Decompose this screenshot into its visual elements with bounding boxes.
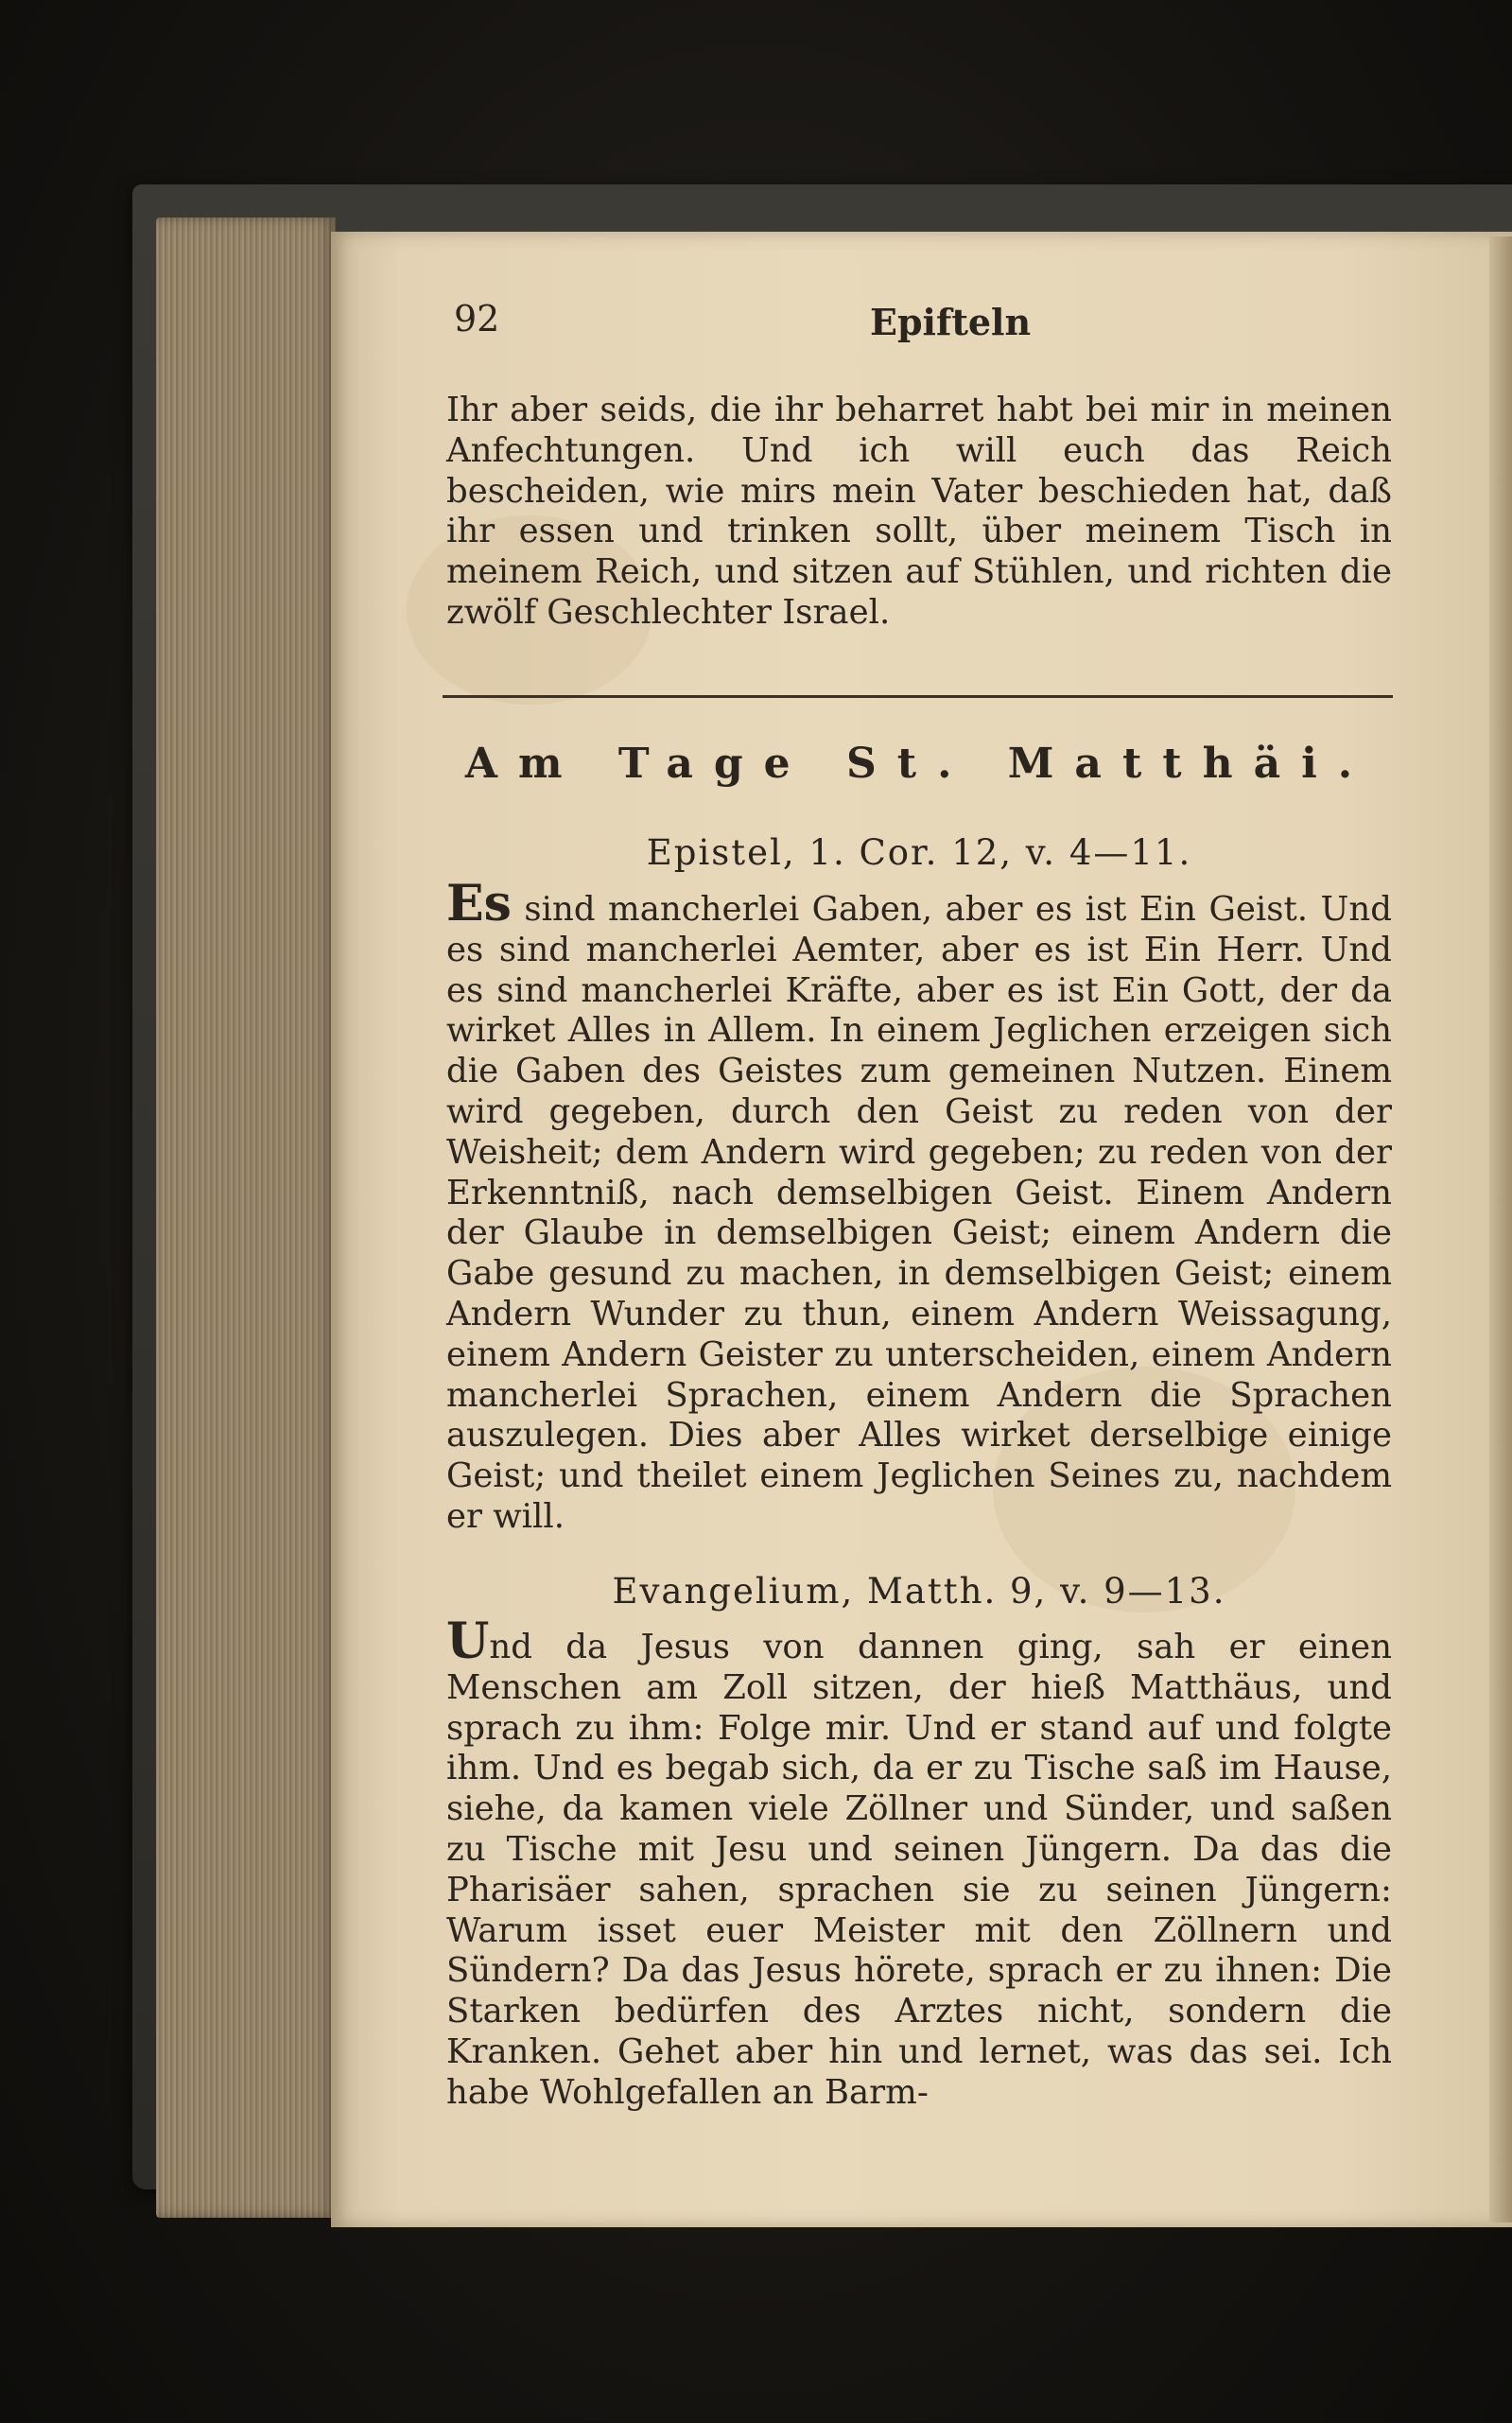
day-heading: Am Tage St. Matthäi. — [464, 740, 1374, 788]
gospel-dropcap: U — [446, 1612, 490, 1670]
gospel-heading: Evangelium, Matth. 9, v. 9—13. — [612, 1571, 1226, 1612]
intro-paragraph: Ihr aber seids, die ihr beharret habt bei mir in meinen Anfechtungen. Und ich will euch das Reich bescheiden, wie mirs mein Vater beschieden hat, daß ihr essen und trinken sollt, über meinem Tisch in meinem Reich, und sitzen auf Stühlen, und richten die zwölf Geschlechter Israel. — [446, 391, 1392, 632]
section-divider — [443, 695, 1393, 698]
running-title: Epifteln — [870, 301, 1032, 343]
gospel-text: nd da Jesus von dannen ging, sah er einen Menschen am Zoll sitzen, der hieß Matthäus, und sprach zu ihm: Folge mir. Und er stand auf und folgte ihm. Und es begab sich, da er zu Tische saß im Hause, siehe, da kamen viele Zöllner und Sünder, und saßen zu Tische mit Jesu und seinen Jüngern. Da das die Pharisäer sahen, sprachen sie zu seinen Jüngern: Warum isset euer Meister mit den Zöllnern und Sündern? Da das Jesus hörete, sprach er zu ihnen: Die Starken bedürfen des Arztes nicht, sondern die Kranken. Gehet aber hin und lernet, was das sei. Ich habe Wohlgefallen an Barm- — [446, 1628, 1392, 2112]
epistle-dropcap: Es — [446, 875, 512, 933]
page-number: 92 — [454, 298, 500, 340]
epistle-heading: Epistel, 1. Cor. 12, v. 4—11. — [646, 832, 1192, 873]
page-edges — [156, 218, 336, 2218]
page-right-edge — [1489, 236, 1512, 2223]
gospel-paragraph — [446, 1612, 1392, 2114]
epistle-text: sind mancherlei Gaben, aber es ist Ein Geist. Und es sind mancherlei Aemter, aber es ist Ein Herr. Und es sind mancherlei Kräfte, aber es ist Ein Gott, der da wirket Alles in Allem. In einem Jeglichen erzeigen sich die Gaben des Geistes zum gemeinen Nutzen. Einem wird gegeben, durch den Geist zu reden von der Weisheit; dem Andern wird gegeben; zu reden von der Erkenntniß, nach demselbigen Geist. Einem Andern der Glaube in demselbigen Geist; einem Andern die Gabe gesund zu machen, in demselbigen Geist; einem Andern Wunder zu thun, einem Andern Weissagung, einem Andern Geister zu unterscheiden, einem Andern mancherlei Sprachen, einem Andern die Sprachen auszulegen. Dies aber Alles wirket derselbige einige Geist; und theilet einem Jeglichen Seines zu, nachdem er will. — [446, 890, 1392, 1536]
epistle-paragraph — [446, 875, 1392, 1538]
